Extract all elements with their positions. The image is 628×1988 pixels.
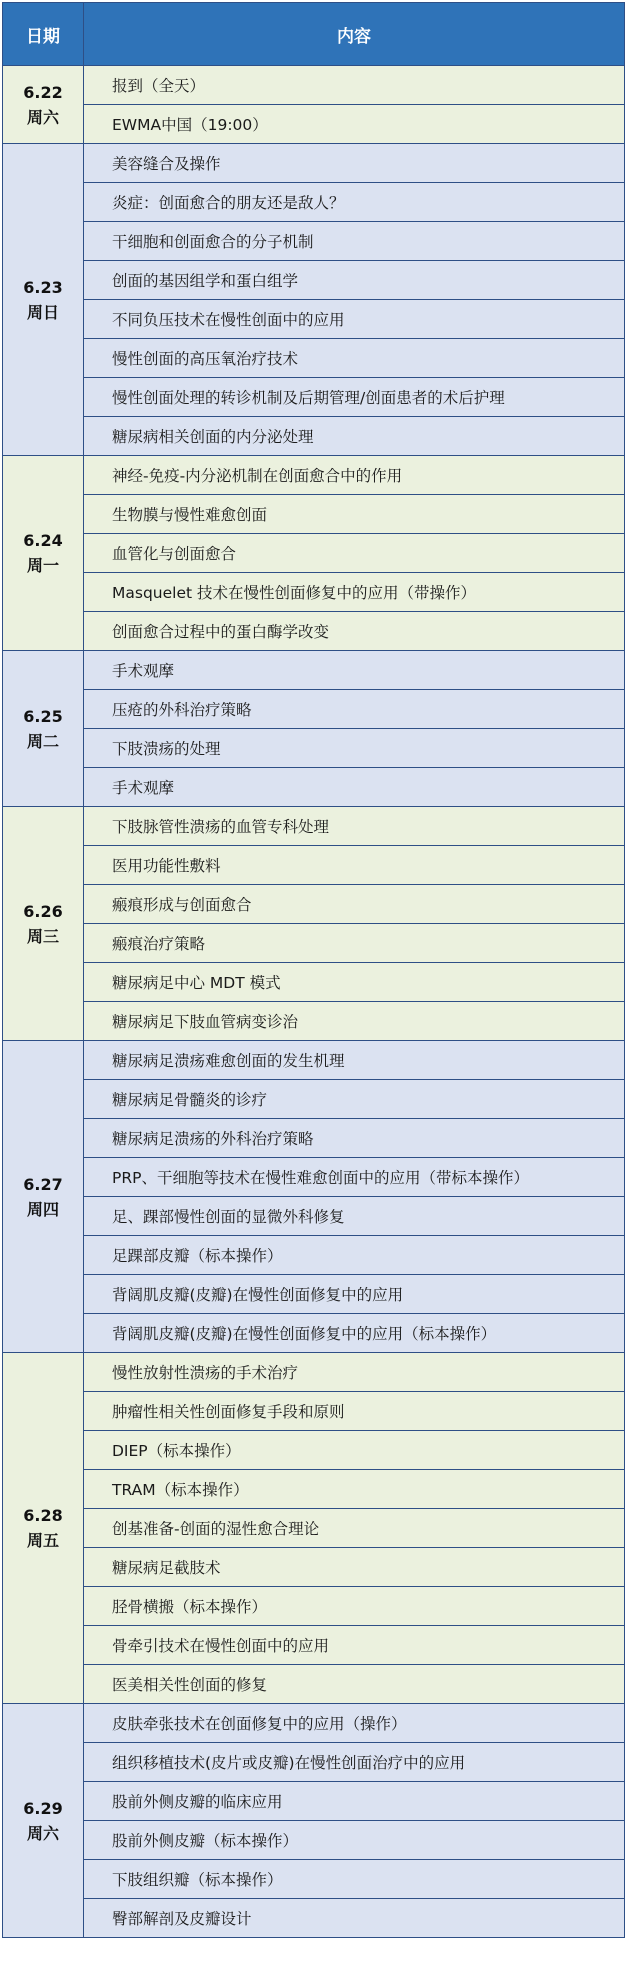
table-row (3, 573, 625, 612)
table-row (3, 1704, 625, 1743)
content-cell: 糖尿病足中心 MDT 模式 (84, 963, 625, 1002)
content-cell: 骨牵引技术在慢性创面中的应用 (84, 1626, 625, 1665)
schedule-body (3, 66, 625, 1938)
date-label: 6.29 (23, 1798, 63, 1818)
table-row (3, 183, 625, 222)
content-cell: 医美相关性创面的修复 (84, 1665, 625, 1704)
content-cell: 神经-免疫-内分泌机制在创面愈合中的作用 (84, 456, 625, 495)
table-row (3, 690, 625, 729)
content-cell: 股前外侧皮瓣的临床应用 (84, 1782, 625, 1821)
table-row (3, 1509, 625, 1548)
table-row (3, 651, 625, 690)
content-cell: 手术观摩 (84, 651, 625, 690)
date-cell (3, 456, 84, 651)
date-cell (3, 651, 84, 807)
table-row (3, 378, 625, 417)
table-row (3, 1041, 625, 1080)
header-row (3, 3, 625, 66)
table-row (3, 1743, 625, 1782)
date-label: 6.27 (23, 1174, 63, 1194)
content-cell: 炎症：创面愈合的朋友还是敌人？ (84, 183, 625, 222)
date-label: 6.26 (23, 901, 63, 921)
table-row (3, 1587, 625, 1626)
content-cell: 背阔肌皮瓣(皮瓣)在慢性创面修复中的应用（标本操作） (84, 1314, 625, 1353)
table-row (3, 1353, 625, 1392)
table-row (3, 1899, 625, 1938)
content-cell: 糖尿病足骨髓炎的诊疗 (84, 1080, 625, 1119)
content-cell: 创面愈合过程中的蛋白酶学改变 (84, 612, 625, 651)
content-cell: 慢性创面的高压氧治疗技术 (84, 339, 625, 378)
weekday-label: 周六 (26, 107, 59, 127)
content-cell: 背阔肌皮瓣(皮瓣)在慢性创面修复中的应用 (84, 1275, 625, 1314)
content-cell: 下肢溃疡的处理 (84, 729, 625, 768)
content-cell: DIEP（标本操作） (84, 1431, 625, 1470)
table-row (3, 1860, 625, 1899)
table-row (3, 1314, 625, 1353)
content-cell: 瘢痕形成与创面愈合 (84, 885, 625, 924)
content-cell: 手术观摩 (84, 768, 625, 807)
content-cell: TRAM（标本操作） (84, 1470, 625, 1509)
content-cell: 慢性创面处理的转诊机制及后期管理/创面患者的术后护理 (84, 378, 625, 417)
table-row (3, 66, 625, 105)
weekday-label: 周六 (26, 1823, 59, 1843)
schedule-table (2, 2, 625, 1938)
table-row (3, 1197, 625, 1236)
table-row (3, 1548, 625, 1587)
table-row (3, 144, 625, 183)
content-cell: 足踝部皮瓣（标本操作） (84, 1236, 625, 1275)
table-row (3, 1821, 625, 1860)
date-cell (3, 66, 84, 144)
content-cell: 下肢脉管性溃疡的血管专科处理 (84, 807, 625, 846)
table-row (3, 924, 625, 963)
content-cell: 医用功能性敷料 (84, 846, 625, 885)
content-cell: 足、踝部慢性创面的显微外科修复 (84, 1197, 625, 1236)
table-row (3, 222, 625, 261)
table-row (3, 1119, 625, 1158)
table-row (3, 417, 625, 456)
table-row (3, 1002, 625, 1041)
content-cell: 压疮的外科治疗策略 (84, 690, 625, 729)
table-row (3, 456, 625, 495)
table-row (3, 1275, 625, 1314)
table-row (3, 534, 625, 573)
table-row (3, 846, 625, 885)
table-row (3, 261, 625, 300)
table-row (3, 885, 625, 924)
content-cell: 慢性放射性溃疡的手术治疗 (84, 1353, 625, 1392)
table-row (3, 339, 625, 378)
table-row (3, 300, 625, 339)
table-row (3, 729, 625, 768)
table-row (3, 807, 625, 846)
weekday-label: 周三 (26, 926, 59, 946)
date-label: 6.22 (23, 82, 63, 102)
table-row (3, 1236, 625, 1275)
table-row (3, 963, 625, 1002)
weekday-label: 周一 (26, 556, 59, 575)
table-row (3, 1431, 625, 1470)
content-cell: 瘢痕治疗策略 (84, 924, 625, 963)
content-cell: Masquelet 技术在慢性创面修复中的应用（带操作） (84, 573, 625, 612)
content-cell: 美容缝合及操作 (84, 144, 625, 183)
table-row (3, 1782, 625, 1821)
table-row (3, 1626, 625, 1665)
date-label: 6.25 (23, 706, 63, 726)
content-cell: 糖尿病足下肢血管病变诊治 (84, 1002, 625, 1041)
content-cell: 糖尿病足截肢术 (84, 1548, 625, 1587)
table-row (3, 105, 625, 144)
content-cell: 下肢组织瓣（标本操作） (84, 1860, 625, 1899)
content-cell: 创面的基因组学和蛋白组学 (84, 261, 625, 300)
content-cell: 糖尿病相关创面的内分泌处理 (84, 417, 625, 456)
content-cell: 臀部解剖及皮瓣设计 (84, 1899, 625, 1938)
content-cell: 糖尿病足溃疡难愈创面的发生机理 (84, 1041, 625, 1080)
table-row (3, 768, 625, 807)
table-row (3, 495, 625, 534)
content-cell: 创基准备-创面的湿性愈合理论 (84, 1509, 625, 1548)
date-label: 6.24 (23, 531, 63, 550)
table-row (3, 1470, 625, 1509)
content-cell: PRP、干细胞等技术在慢性难愈创面中的应用（带标本操作） (84, 1158, 625, 1197)
date-label: 6.23 (23, 277, 63, 297)
date-cell (3, 144, 84, 456)
header-date: 日期 (3, 3, 84, 66)
content-cell: 糖尿病足溃疡的外科治疗策略 (84, 1119, 625, 1158)
weekday-label: 周二 (26, 731, 59, 751)
content-cell: 皮肤牵张技术在创面修复中的应用（操作） (84, 1704, 625, 1743)
content-cell: 血管化与创面愈合 (84, 534, 625, 573)
content-cell: 生物膜与慢性难愈创面 (84, 495, 625, 534)
content-cell: EWMA中国（19:00） (84, 105, 625, 144)
table-row (3, 612, 625, 651)
header-content: 内容 (84, 3, 625, 66)
weekday-label: 周五 (26, 1531, 59, 1550)
date-cell (3, 1041, 84, 1353)
table-row (3, 1158, 625, 1197)
date-cell (3, 807, 84, 1041)
content-cell: 肿瘤性相关性创面修复手段和原则 (84, 1392, 625, 1431)
table-row (3, 1080, 625, 1119)
content-cell: 干细胞和创面愈合的分子机制 (84, 222, 625, 261)
table-row (3, 1392, 625, 1431)
content-cell: 组织移植技术(皮片或皮瓣)在慢性创面治疗中的应用 (84, 1743, 625, 1782)
content-cell: 股前外侧皮瓣（标本操作） (84, 1821, 625, 1860)
date-cell (3, 1353, 84, 1704)
table-row (3, 1665, 625, 1704)
date-label: 6.28 (23, 1506, 63, 1525)
content-cell: 不同负压技术在慢性创面中的应用 (84, 300, 625, 339)
weekday-label: 周日 (26, 302, 59, 322)
date-cell (3, 1704, 84, 1938)
weekday-label: 周四 (26, 1199, 59, 1219)
content-cell: 胫骨横搬（标本操作） (84, 1587, 625, 1626)
content-cell: 报到（全天） (84, 66, 625, 105)
